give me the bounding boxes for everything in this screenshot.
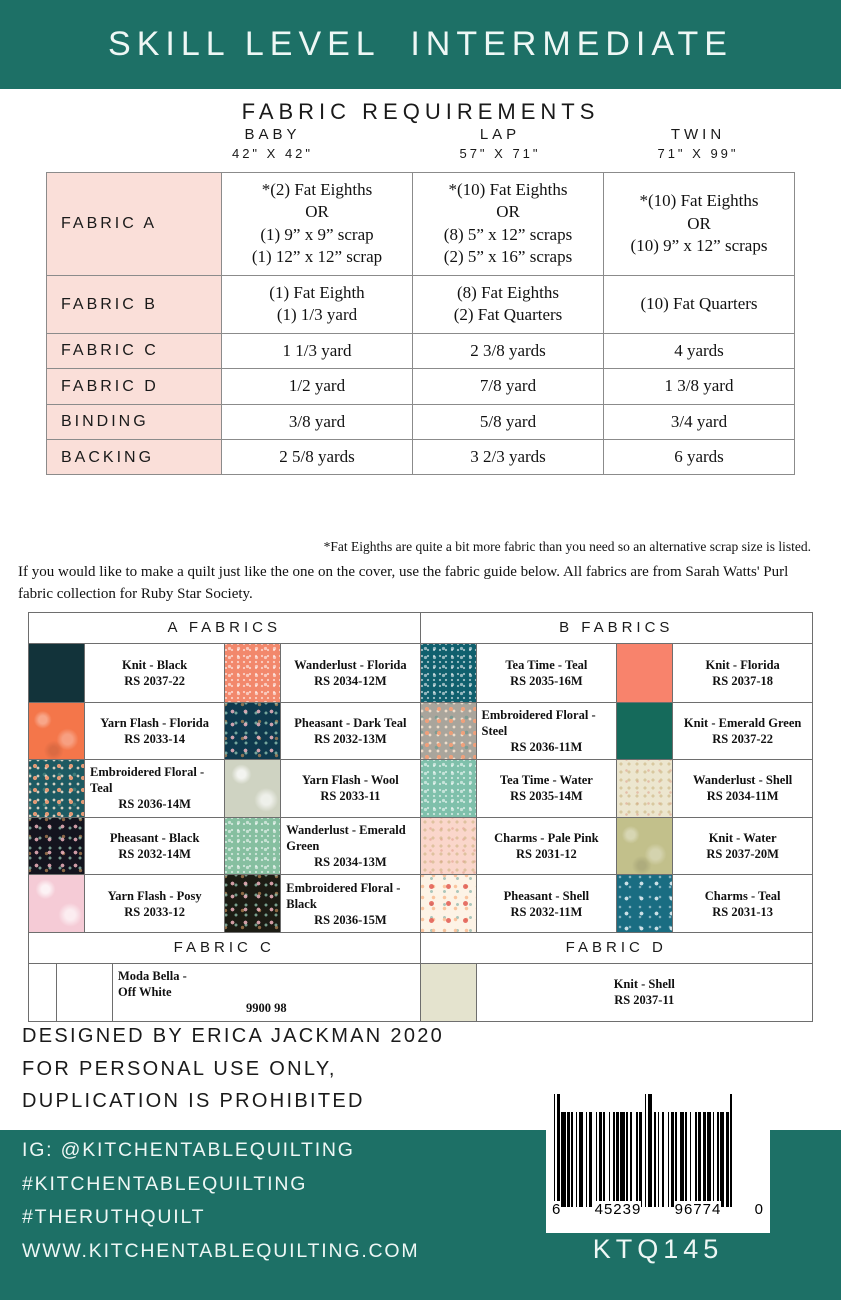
fabric-name: Wanderlust - Florida bbox=[294, 657, 407, 672]
website-url[interactable]: WWW.KITCHENTABLEQUILTING.COM bbox=[22, 1239, 420, 1262]
fabric-name: Embroidered Floral - Black bbox=[286, 880, 401, 911]
heading-fabric-c: FABRIC C bbox=[29, 933, 421, 963]
fabric-sku: RS 2036-11M bbox=[510, 739, 583, 754]
fabric-d-cell bbox=[421, 964, 813, 1021]
fabric-swatch bbox=[421, 875, 477, 932]
requirements-cell-baby: 3/8 yard bbox=[222, 404, 413, 439]
fabric-swatch bbox=[421, 703, 477, 760]
fabric-guide-cell bbox=[29, 875, 224, 932]
designer-credits bbox=[22, 1020, 542, 1118]
fabric-name: Yarn Flash - Florida bbox=[100, 715, 209, 730]
requirements-cell-twin: 6 yards bbox=[604, 439, 795, 474]
fabric-sku: RS 2034-13M bbox=[314, 855, 387, 870]
fabric-swatch bbox=[29, 760, 85, 817]
fabric-guide-cell bbox=[224, 818, 419, 875]
fabric-swatch bbox=[421, 644, 477, 702]
fabric-name: Yarn Flash - Posy bbox=[107, 888, 202, 903]
fabric-swatch bbox=[225, 818, 281, 875]
fabric-swatch bbox=[617, 818, 673, 875]
fabric-guide-cell bbox=[616, 703, 812, 760]
fabric-name: Wanderlust - Shell bbox=[692, 773, 793, 788]
fabric-label bbox=[281, 703, 419, 760]
barcode-right-digit: 0 bbox=[754, 1200, 764, 1218]
fabric-sku: RS 2034-11M bbox=[706, 789, 779, 804]
size-header-twin bbox=[598, 126, 798, 161]
fabric-name: Yarn Flash - Wool bbox=[302, 773, 399, 788]
fabric-swatch bbox=[617, 644, 673, 702]
fabric-sku: RS 2032-14M bbox=[118, 847, 191, 862]
fabric-label bbox=[281, 818, 419, 875]
requirements-row bbox=[47, 275, 795, 333]
fabric-d-swatch bbox=[421, 964, 477, 1021]
a-fabrics-column bbox=[29, 644, 421, 932]
fabric-name: Tea Time - Water bbox=[499, 773, 593, 788]
fabric-label bbox=[477, 703, 617, 760]
requirements-cell-lap: (8) Fat Eighths (2) Fat Quarters bbox=[413, 275, 604, 333]
fabric-label bbox=[281, 760, 419, 817]
requirements-cell-baby: *(2) Fat Eighths OR (1) 9” x 9” scrap (1) 12” x 12” scrap bbox=[222, 173, 413, 276]
fabric-guide-cell bbox=[421, 703, 617, 760]
fabric-label bbox=[673, 703, 812, 760]
heading-fabric-d: FABRIC D bbox=[565, 938, 667, 956]
fabric-guide-cell bbox=[224, 644, 419, 702]
requirements-cell-baby: 1/2 yard bbox=[222, 369, 413, 404]
b-fabrics-column bbox=[421, 644, 813, 932]
fabric-name: Embroidered Floral - Steel bbox=[481, 707, 596, 738]
social-links bbox=[22, 1134, 542, 1268]
fabric-guide-cell bbox=[616, 818, 812, 875]
fabric-swatch bbox=[617, 875, 673, 932]
fabric-c-label bbox=[113, 964, 420, 1021]
fabric-guide-cell bbox=[421, 875, 617, 932]
fabric-label bbox=[281, 644, 419, 702]
barcode-group-1: 45239 bbox=[594, 1200, 642, 1218]
requirements-cell-twin: (10) Fat Quarters bbox=[604, 275, 795, 333]
fabric-name: Pheasant - Black bbox=[109, 831, 200, 846]
skill-level-text: SKILL LEVEL INTERMEDIATE bbox=[108, 25, 733, 63]
requirements-row bbox=[47, 439, 795, 474]
credit-designer: DESIGNED BY ERICA JACKMAN 2020 bbox=[22, 1025, 445, 1047]
fabric-guide-cell bbox=[29, 703, 224, 760]
fabric-guide-row bbox=[29, 874, 420, 932]
size-dims-twin: 71" X 99" bbox=[657, 146, 739, 161]
requirements-cell-twin: 1 3/8 yard bbox=[604, 369, 795, 404]
fabric-guide-table bbox=[28, 612, 813, 1022]
fabric-requirements-title: FABRIC REQUIREMENTS bbox=[241, 99, 600, 124]
fabric-label bbox=[85, 875, 224, 932]
barcode-bars bbox=[554, 1094, 762, 1207]
fabric-guide-cell bbox=[616, 644, 812, 702]
fabric-name: Knit - Black bbox=[121, 657, 188, 672]
fabric-sku: RS 2037-22 bbox=[712, 731, 774, 746]
fabric-sku: RS 2035-16M bbox=[510, 673, 583, 688]
barcode-digits bbox=[546, 1198, 770, 1220]
requirements-cell-lap: 5/8 yard bbox=[413, 404, 604, 439]
cd-fabric-row bbox=[29, 963, 812, 1021]
fabric-name: Pheasant - Dark Teal bbox=[294, 715, 407, 730]
fabric-guide-body bbox=[29, 644, 812, 932]
skill-level-banner bbox=[0, 0, 841, 89]
fabric-c-swatch bbox=[57, 964, 113, 1021]
fabric-sku: RS 2031-12 bbox=[515, 847, 577, 862]
size-name-lap: LAP bbox=[479, 126, 521, 143]
fabric-label bbox=[477, 875, 617, 932]
fabric-name: Knit - Emerald Green bbox=[683, 715, 802, 730]
fabric-label bbox=[673, 875, 812, 932]
fabric-sku: RS 2032-11M bbox=[510, 904, 583, 919]
fabric-label bbox=[477, 818, 617, 875]
fabric-guide-cell bbox=[616, 760, 812, 817]
fabric-sku: RS 2037-20M bbox=[706, 847, 779, 862]
fabric-guide-intro: If you would like to make a quilt just like the one on the cover, use the fabric guide below. All fabrics are from Sarah Watts' Purl fabric collection for Ruby Star Society. bbox=[18, 564, 789, 602]
fabric-sku: RS 2033-12 bbox=[124, 904, 186, 919]
fabric-swatch bbox=[29, 644, 85, 702]
fat-eighths-footnote: *Fat Eighths are quite a bit more fabric than you need so an alternative scrap size is listed. bbox=[323, 539, 811, 554]
fabric-guide-cell bbox=[421, 644, 617, 702]
requirements-cell-lap: 7/8 yard bbox=[413, 369, 604, 404]
fabric-label bbox=[477, 644, 617, 702]
fabric-d-label bbox=[477, 964, 813, 1021]
fabric-name: Charms - Teal bbox=[704, 888, 781, 903]
fabric-swatch bbox=[225, 875, 281, 932]
fabric-guide-headers bbox=[29, 613, 812, 644]
requirements-row bbox=[47, 173, 795, 276]
requirements-cell-lap: *(10) Fat Eighths OR (8) 5” x 12” scraps (2) 5” x 16” scraps bbox=[413, 173, 604, 276]
fabric-guide-row bbox=[421, 817, 813, 875]
fabric-name: Wanderlust - Emerald Green bbox=[286, 823, 406, 854]
requirements-cell-baby: 2 5/8 yards bbox=[222, 439, 413, 474]
fabric-label bbox=[85, 703, 224, 760]
fabric-sku: RS 2031-13 bbox=[712, 904, 774, 919]
fabric-label bbox=[673, 760, 812, 817]
fabric-guide-cell bbox=[29, 760, 224, 817]
fabric-name: Pheasant - Shell bbox=[503, 888, 590, 903]
fabric-label bbox=[281, 875, 419, 932]
requirements-cell-baby: 1 1/3 yard bbox=[222, 333, 413, 368]
heading-a-fabrics: A FABRICS bbox=[29, 613, 421, 644]
fabric-swatch bbox=[617, 760, 673, 817]
fabric-d-sku: RS 2037-11 bbox=[614, 993, 675, 1008]
fabric-guide-row bbox=[421, 702, 813, 760]
fabric-swatch bbox=[421, 760, 477, 817]
fabric-guide-cell bbox=[224, 703, 419, 760]
fabric-c-spacer bbox=[29, 964, 57, 1021]
fabric-guide-cell bbox=[224, 760, 419, 817]
credit-personal-use: FOR PERSONAL USE ONLY, bbox=[22, 1057, 337, 1080]
requirements-row bbox=[47, 333, 795, 368]
requirements-cell-twin: 4 yards bbox=[604, 333, 795, 368]
barcode-bar bbox=[732, 1094, 735, 1207]
fabric-sku: RS 2035-14M bbox=[510, 789, 583, 804]
fabric-swatch bbox=[29, 703, 85, 760]
requirements-row-label: FABRIC D bbox=[47, 369, 222, 404]
fabric-swatch bbox=[225, 644, 281, 702]
fabric-sku: RS 2037-22 bbox=[124, 673, 186, 688]
fabric-name: Knit - Florida bbox=[705, 657, 780, 672]
fabric-label bbox=[85, 760, 224, 817]
size-header-lap bbox=[400, 126, 600, 161]
fabric-guide-cell bbox=[29, 644, 224, 702]
requirements-row bbox=[47, 404, 795, 439]
requirements-row-label: FABRIC A bbox=[47, 173, 222, 276]
fabric-sku: RS 2037-18 bbox=[712, 673, 774, 688]
fabric-guide-cell bbox=[421, 818, 617, 875]
requirements-cell-twin: 3/4 yard bbox=[604, 404, 795, 439]
fabric-label bbox=[85, 818, 224, 875]
fabric-swatch bbox=[29, 875, 85, 932]
fabric-guide-row bbox=[29, 817, 420, 875]
fabric-guide-cell bbox=[616, 875, 812, 932]
fabric-sku: RS 2036-14M bbox=[118, 797, 191, 812]
fabric-swatch bbox=[617, 703, 673, 760]
fabric-sku: RS 2036-15M bbox=[314, 912, 387, 927]
hashtag-kitchentablequilting: #KITCHENTABLEQUILTING bbox=[22, 1172, 308, 1195]
fabric-swatch bbox=[225, 703, 281, 760]
size-header-baby bbox=[170, 126, 375, 161]
fabric-swatch bbox=[225, 760, 281, 817]
fabric-name: Tea Time - Teal bbox=[505, 657, 588, 672]
fabric-sku: RS 2032-13M bbox=[314, 731, 387, 746]
requirements-cell-baby: (1) Fat Eighth (1) 1/3 yard bbox=[222, 275, 413, 333]
size-name-twin: TWIN bbox=[670, 126, 726, 143]
heading-b-fabrics: B FABRICS bbox=[421, 613, 813, 644]
fabric-c-sku: 9900 98 bbox=[245, 1001, 287, 1016]
fabric-c-cell bbox=[29, 964, 421, 1021]
fabric-guide-row bbox=[421, 874, 813, 932]
requirements-row-label: BINDING bbox=[47, 404, 222, 439]
barcode-group-2: 96774 bbox=[674, 1200, 722, 1218]
fabric-name: Charms - Pale Pink bbox=[494, 831, 599, 846]
credit-duplication: DUPLICATION IS PROHIBITED bbox=[22, 1090, 365, 1113]
fabric-guide-cell bbox=[29, 818, 224, 875]
pattern-sku: KTQ145 bbox=[592, 1234, 724, 1264]
requirements-cell-lap: 3 2/3 yards bbox=[413, 439, 604, 474]
fabric-sku: RS 2034-12M bbox=[314, 673, 387, 688]
requirements-cell-lap: 2 3/8 yards bbox=[413, 333, 604, 368]
fabric-label bbox=[673, 644, 812, 702]
fabric-label bbox=[673, 818, 812, 875]
fabric-d-name: Knit - Shell bbox=[613, 977, 675, 992]
fabric-guide-row bbox=[29, 644, 420, 702]
fabric-swatch bbox=[29, 818, 85, 875]
size-name-baby: BABY bbox=[244, 126, 301, 143]
fabric-name: Knit - Water bbox=[708, 831, 777, 846]
instagram-handle: IG: @KITCHENTABLEQUILTING bbox=[22, 1139, 355, 1161]
fabric-label bbox=[477, 760, 617, 817]
fabric-c-name: Moda Bella - Off White bbox=[118, 969, 187, 1000]
fabric-guide-cell bbox=[421, 760, 617, 817]
fabric-label bbox=[85, 644, 224, 702]
requirements-row-label: FABRIC C bbox=[47, 333, 222, 368]
fabric-requirements-table bbox=[46, 172, 795, 475]
barcode-left-digit: 6 bbox=[552, 1200, 562, 1218]
requirements-row bbox=[47, 369, 795, 404]
hashtag-theruthquilt: #THERUTHQUILT bbox=[22, 1206, 206, 1229]
size-dims-lap: 57" X 71" bbox=[459, 146, 541, 161]
fabric-guide-cell bbox=[224, 875, 419, 932]
fabric-guide-row bbox=[29, 759, 420, 817]
requirements-cell-twin: *(10) Fat Eighths OR (10) 9” x 12” scraps bbox=[604, 173, 795, 276]
fabric-name: Embroidered Floral - Teal bbox=[90, 765, 205, 796]
fabric-sku: RS 2033-14 bbox=[124, 731, 186, 746]
fabric-guide-row bbox=[29, 702, 420, 760]
fabric-guide-row bbox=[421, 759, 813, 817]
fabric-swatch bbox=[421, 818, 477, 875]
fabric-sku: RS 2033-11 bbox=[320, 789, 381, 804]
size-dims-baby: 42" X 42" bbox=[231, 146, 314, 161]
cd-fabric-headers bbox=[29, 932, 812, 963]
requirements-row-label: FABRIC B bbox=[47, 275, 222, 333]
fabric-guide-row bbox=[421, 644, 813, 702]
requirements-row-label: BACKING bbox=[47, 439, 222, 474]
